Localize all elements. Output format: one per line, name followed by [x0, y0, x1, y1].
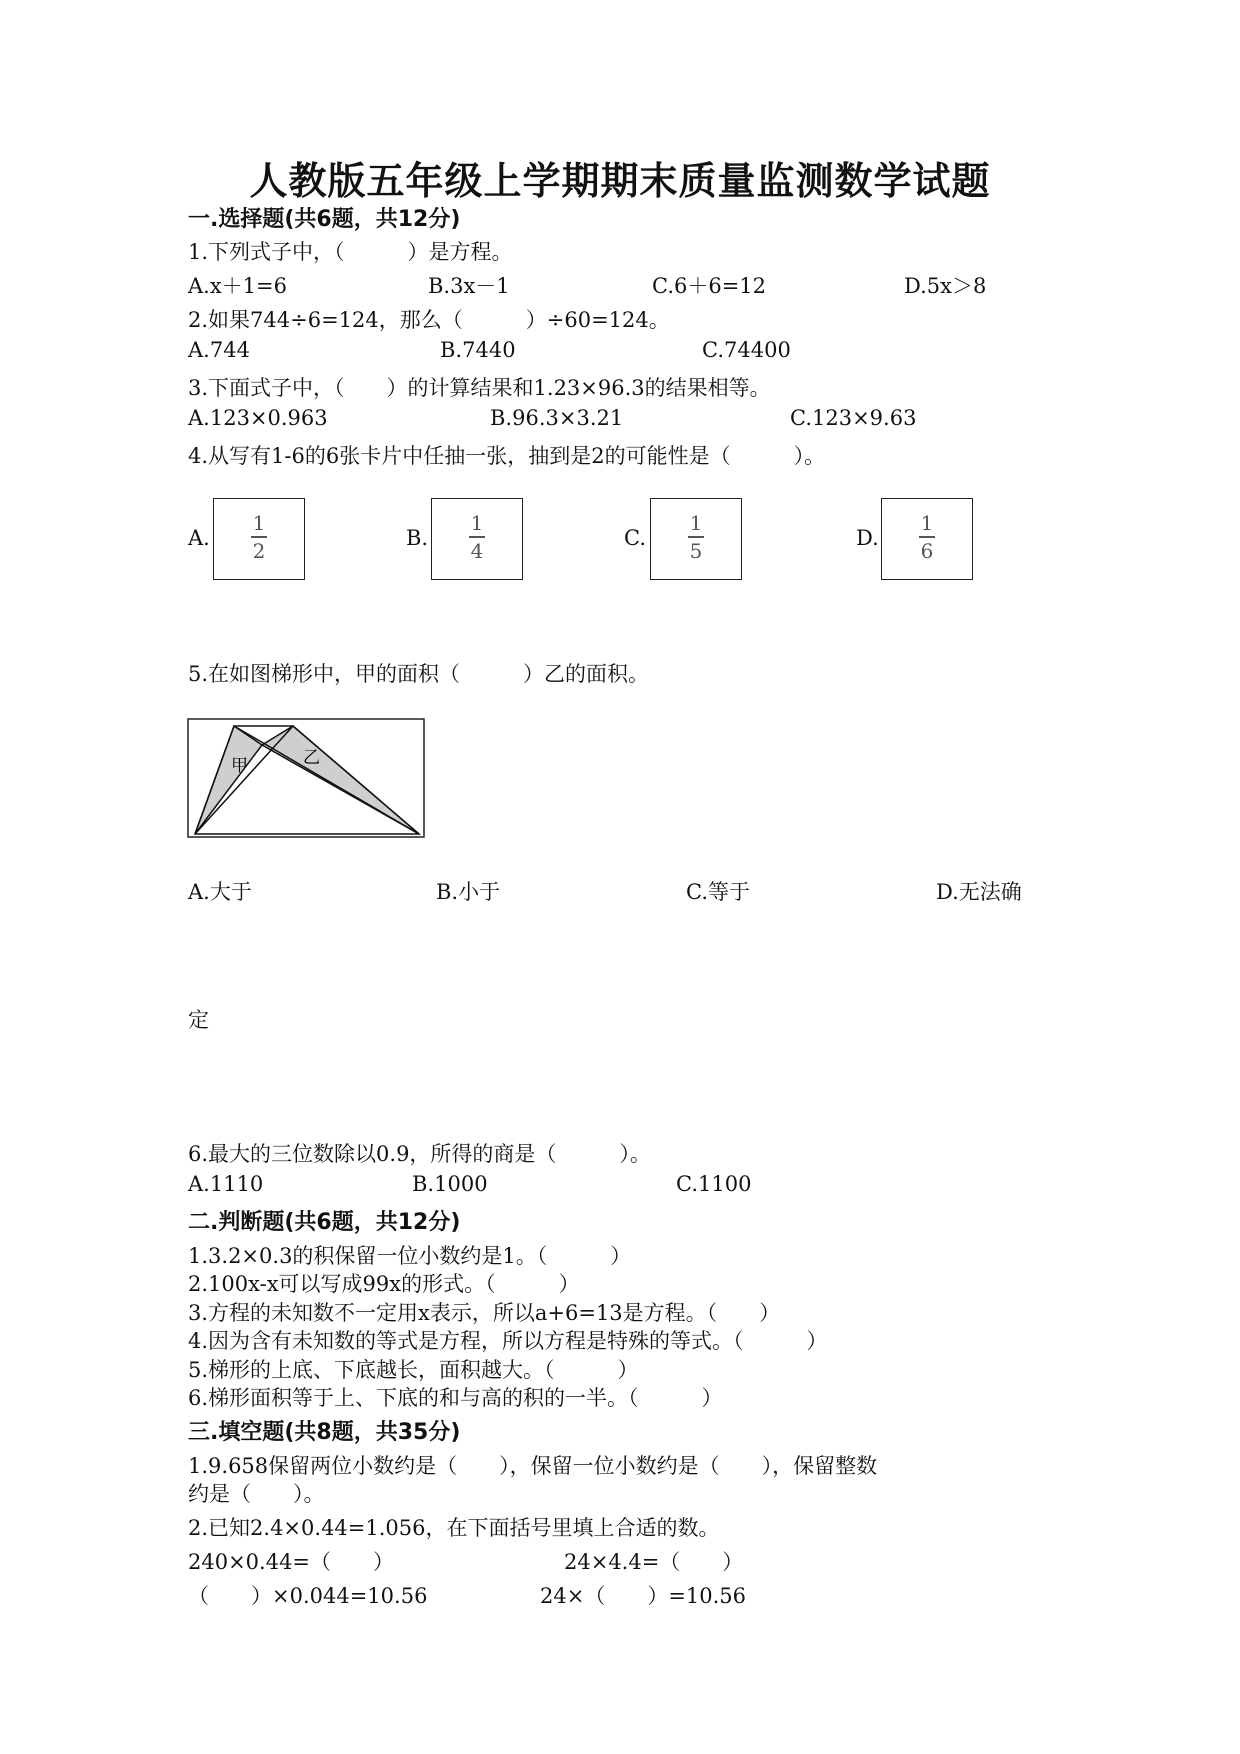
- judgement-item-5: 5.梯形的上底、下底越长，面积越大。（ ）: [188, 1358, 639, 1382]
- label-yi: 乙: [303, 748, 320, 768]
- question-6-option-c: C.1100: [676, 1172, 752, 1196]
- fraction-numerator: 1: [689, 511, 703, 535]
- question-3-stem: 3.下面式子中，（ ）的计算结果和1.23×96.3的结果相等。: [188, 376, 771, 400]
- label-jia: 甲: [231, 756, 248, 776]
- section-heading-choice: 一.选择题(共6题，共12分): [188, 207, 461, 232]
- question-2-option-c: C.74400: [702, 338, 791, 362]
- question-4-card-d: [881, 498, 973, 580]
- question-5-option-b: B.小于: [436, 880, 501, 904]
- question-1-stem: 1.下列式子中，（ ）是方程。: [188, 240, 513, 264]
- question-1-option-c: C.6＋6=12: [652, 274, 767, 298]
- question-5-option-a: A.大于: [188, 880, 252, 904]
- fill-question-2-item-b: 24×4.4=（ ）: [564, 1550, 744, 1574]
- question-3-option-c: C.123×9.63: [790, 406, 917, 430]
- fill-question-1-line-2: 约是（ ）。: [188, 1482, 325, 1506]
- question-5-option-c: C.等于: [686, 880, 750, 904]
- fill-question-2-item-d: 24×（ ）=10.56: [540, 1584, 747, 1608]
- fraction-denominator: 2: [252, 538, 266, 563]
- question-6-option-a: A.1110: [188, 1172, 264, 1196]
- question-4-option-a-label: A.: [188, 526, 210, 550]
- question-4-option-d-label: D.: [856, 526, 879, 550]
- judgement-item-1: 1.3.2×0.3的积保留一位小数约是1。（ ）: [188, 1244, 632, 1268]
- question-2-stem: 2.如果744÷6=124，那么（ ）÷60=124。: [188, 308, 670, 332]
- judgement-item-2: 2.100x-x可以写成99x的形式。（ ）: [188, 1272, 580, 1296]
- question-4-card-c: [650, 498, 742, 580]
- section-heading-judgement: 二.判断题(共6题，共12分): [188, 1210, 461, 1235]
- question-2-option-b: B.7440: [440, 338, 516, 362]
- question-3-option-b: B.96.3×3.21: [490, 406, 624, 430]
- question-6-stem: 6.最大的三位数除以0.9，所得的商是（ ）。: [188, 1142, 651, 1166]
- fill-question-2-item-a: 240×0.44=（ ）: [188, 1550, 395, 1574]
- question-5-stem: 5.在如图梯形中，甲的面积（ ）乙的面积。: [188, 662, 650, 686]
- question-4-option-b-label: B.: [406, 526, 429, 550]
- question-4-card-b: [431, 498, 523, 580]
- fraction-denominator: 5: [689, 538, 703, 563]
- fraction-denominator: 4: [470, 538, 484, 563]
- judgement-item-3: 3.方程的未知数不一定用x表示，所以a+6=13是方程。（ ）: [188, 1301, 781, 1325]
- trapezoid-figure: [187, 718, 425, 838]
- judgement-item-6: 6.梯形面积等于上、下底的和与高的积的一半。（ ）: [188, 1386, 723, 1410]
- question-6-option-b: B.1000: [412, 1172, 488, 1196]
- fraction-numerator: 1: [470, 511, 484, 535]
- fraction-denominator: 6: [920, 538, 934, 563]
- fraction-numerator: 1: [252, 511, 266, 535]
- question-5-option-d-continued: 定: [188, 1008, 209, 1032]
- page-title: 人教版五年级上学期期末质量监测数学试题: [249, 159, 991, 203]
- question-3-option-a: A.123×0.963: [188, 406, 328, 430]
- question-2-option-a: A.744: [188, 338, 250, 362]
- question-1-option-d: D.5x＞8: [904, 274, 987, 298]
- fill-question-1-line-1: 1.9.658保留两位小数约是（ ），保留一位小数约是（ ），保留整数: [188, 1454, 878, 1478]
- question-4-stem: 4.从写有1-6的6张卡片中任抽一张，抽到是2的可能性是（ ）。: [188, 444, 826, 468]
- question-1-option-b: B.3x－1: [428, 274, 510, 298]
- question-1-option-a: A.x＋1=6: [188, 274, 288, 298]
- question-5-option-d: D.无法确: [936, 880, 1022, 904]
- fill-question-2-item-c: （ ）×0.044=10.56: [188, 1584, 428, 1608]
- section-heading-fill-in: 三.填空题(共8题，共35分): [188, 1420, 461, 1445]
- fraction-numerator: 1: [920, 511, 934, 535]
- fill-question-2-stem: 2.已知2.4×0.44=1.056，在下面括号里填上合适的数。: [188, 1516, 720, 1540]
- judgement-item-4: 4.因为含有未知数的等式是方程，所以方程是特殊的等式。（ ）: [188, 1329, 828, 1353]
- question-4-card-a: [213, 498, 305, 580]
- question-4-option-c-label: C.: [624, 526, 646, 550]
